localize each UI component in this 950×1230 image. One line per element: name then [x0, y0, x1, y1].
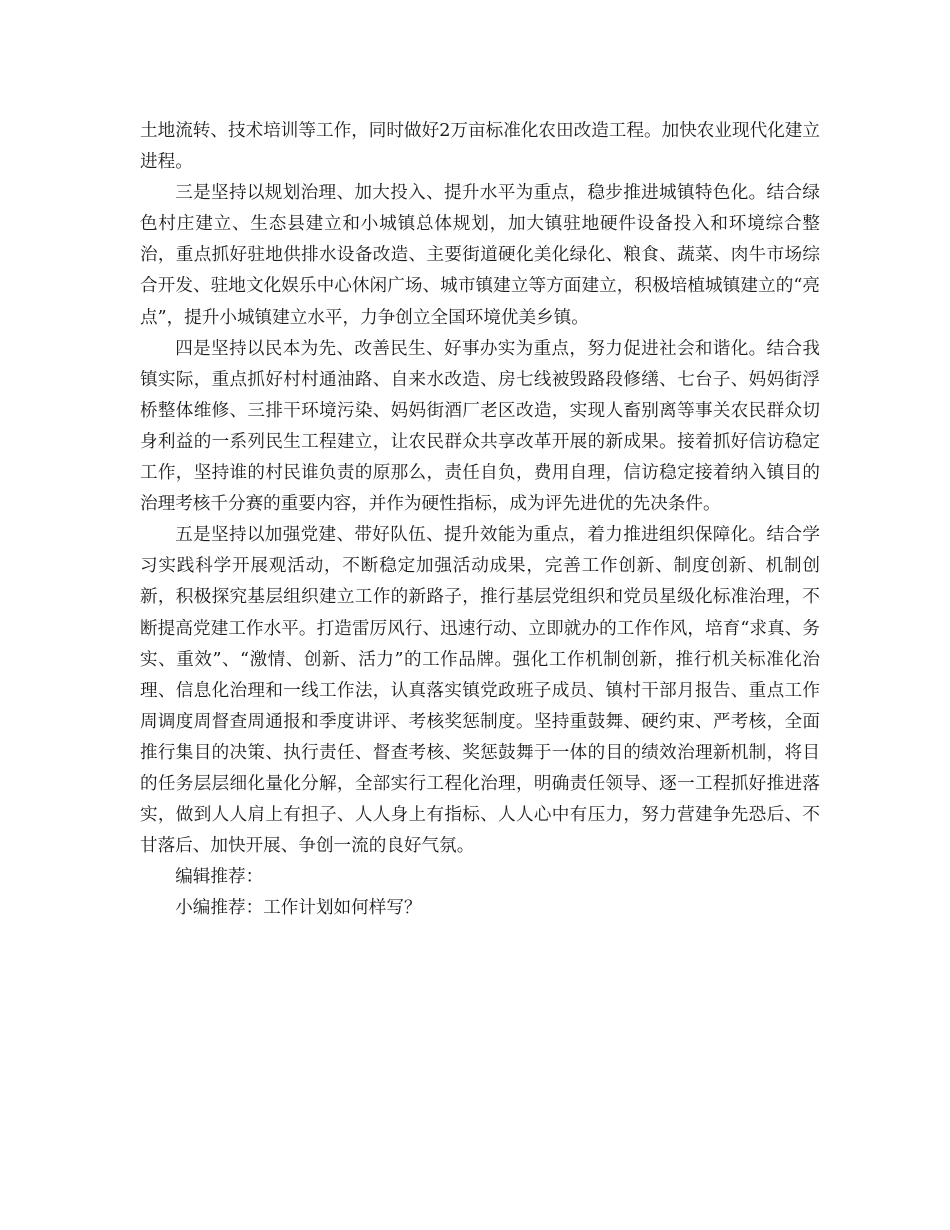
paragraph-continuation: 土地流转、技术培训等工作，同时做好2万亩标准化农田改造工程。加快农业现代化建立进程。: [140, 121, 820, 173]
editor-recommend-label: 编辑推荐：: [175, 867, 264, 888]
paragraph-point-three: 三是坚持以规划治理、加大投入、提升水平为重点，稳步推进城镇特色化。结合绿色村庄建立、生态县建立和小城镇总体规划，加大镇驻地硬件设备投入和环境综合整治，重点抓好驻地供排水设备改造、主要街道硬化美化绿化、粮食、蔬菜、肉牛市场综合开发、驻地文化娱乐中心休闲广场、城市镇建立等方面建立，积极培植城镇建立的“亮点”，提升小城镇建立水平，力争创立全国环境优美乡镇。: [140, 183, 820, 328]
document-body: [140, 116, 820, 924]
editor-recommend-link[interactable]: 小编推荐：工作计划如何样写？: [175, 898, 422, 919]
paragraph-point-five: 五是坚持以加强党建、带好队伍、提升效能为重点，着力推进组织保障化。结合学习实践科学开展观活动，不断稳定加强活动成果，完善工作创新、制度创新、机制创新，积极探究基层组织建立工作的新路子，推行基层党组织和党员星级化标准治理，不断提高党建工作水平。打造雷厉风行、迅速行动、立即就办的工作作风，培育“求真、务实、重效”、“激情、创新、活力”的工作品牌。强化工作机制创新，推行机关标准化治理、信息化治理和一线工作法，认真落实镇党政班子成员、镇村干部月报告、重点工作周调度周督查周通报和季度讲评、考核奖惩制度。坚持重鼓舞、硬约束、严考核，全面推行集目的决策、执行责任、督查考核、奖惩鼓舞于一体的目的绩效治理新机制，将目的任务层层细化量化分解，全部实行工程化治理，明确责任领导、逐一工程抓好推进落实，做到人人肩上有担子、人人身上有指标、人人心中有压力，努力营建争先恐后、不甘落后、加快开展、争创一流的良好气氛。: [140, 525, 820, 857]
paragraph-point-four: 四是坚持以民本为先、改善民生、好事办实为重点，努力促进社会和谐化。结合我镇实际，重点抓好村村通油路、自来水改造、房七线被毁路段修缮、七台子、妈妈街浮桥整体维修、三排干环境污染、妈妈街酒厂老区改造，实现人畜别离等事关农民群众切身利益的一系列民生工程建立，让农民群众共享改革开展的新成果。接着抓好信访稳定工作，坚持谁的村民谁负责的原那么，责任自负，费用自理，信访稳定接着纳入镇目的治理考核千分赛的重要内容，并作为硬性指标，成为评先进优的先决条件。: [140, 338, 820, 515]
